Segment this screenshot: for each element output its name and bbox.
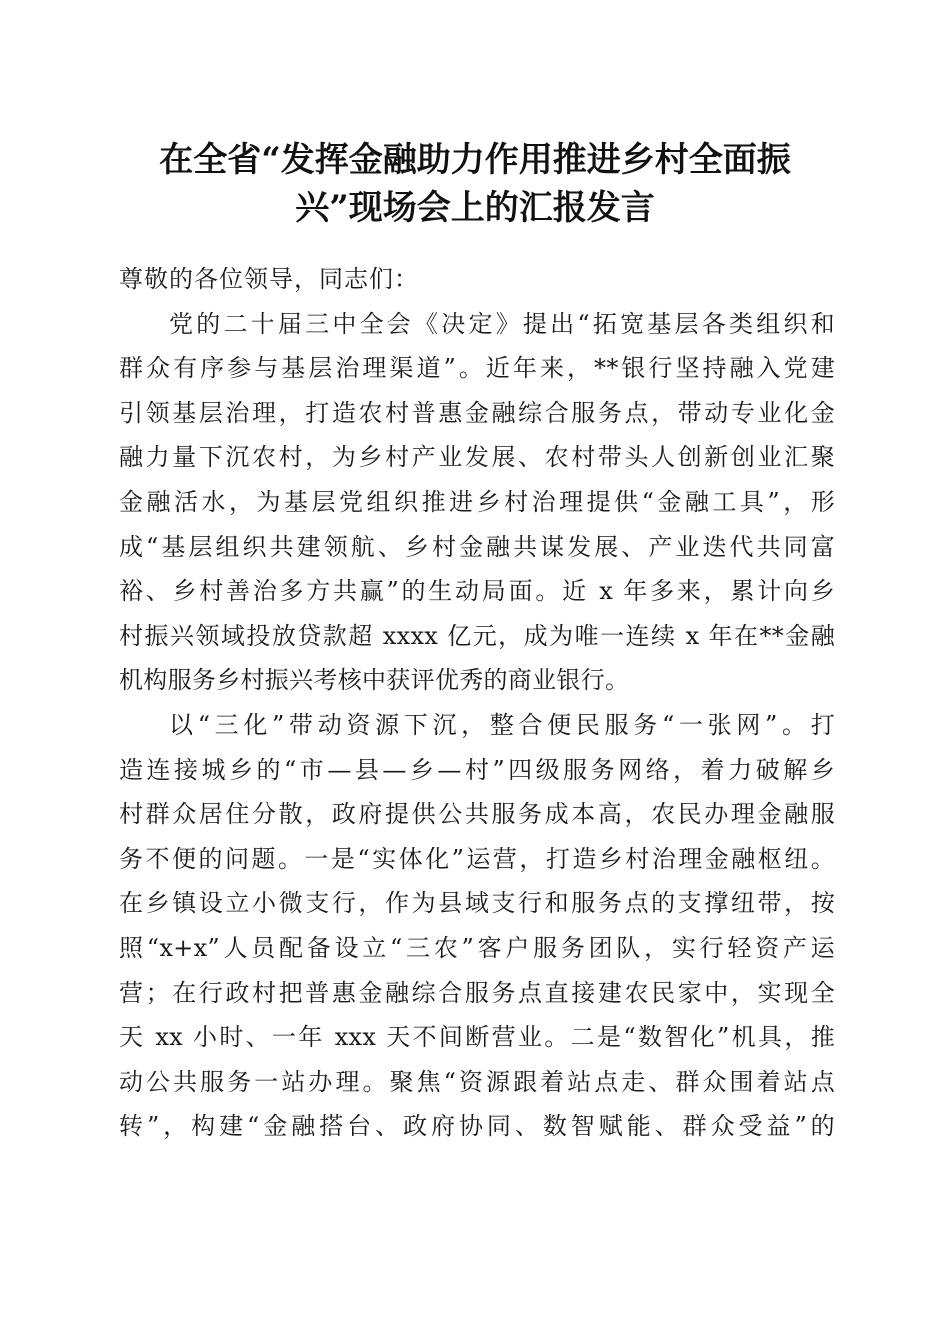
- document-body: [119, 257, 835, 1149]
- paragraph-1-line: 引领基层治理，打造农村普惠金融综合服务点，带动专业化金: [119, 398, 835, 427]
- paragraph-1-line: 成“基层组织共建领航、乡村金融共谋发展、产业迭代共同富: [119, 532, 835, 561]
- paragraph-1-line: 机构服务乡村振兴考核中获评优秀的商业银行。: [119, 666, 630, 695]
- paragraph-1-line: 群众有序参与基层治理渠道”。近年来，**银行坚持融入党建: [119, 354, 835, 383]
- paragraph-2-line: 村群众居住分散，政府提供公共服务成本高，农民办理金融服: [119, 800, 835, 829]
- paragraph-2-line: 动公共服务一站办理。聚焦“资源跟着站点走、群众围着站点: [119, 1067, 835, 1096]
- paragraph-1-line: 村振兴领域投放贷款超 xxxx 亿元，成为唯一连续 x 年在**金融: [119, 621, 835, 650]
- document-title: [100, 136, 850, 232]
- paragraph-2-line: 以“三化”带动资源下沉，整合便民服务“一张网”。打: [169, 710, 835, 739]
- paragraph-2-line: 在乡镇设立小微支行，作为县域支行和服务点的支撑纽带，按: [119, 889, 835, 918]
- greeting: 尊敬的各位领导，同志们：: [119, 265, 419, 293]
- paragraph-1-line: 融力量下沉农村，为乡村产业发展、农村带头人创新创业汇聚: [119, 443, 835, 472]
- paragraph-2-line: 营；在行政村把普惠金融综合服务点直接建农民家中，实现全: [119, 978, 835, 1007]
- paragraph-2-line: 务不便的问题。一是“实体化”运营，打造乡村治理金融枢纽。: [119, 844, 835, 873]
- paragraph-1-line: 裕、乡村善治多方共赢”的生动局面。近 x 年多来，累计向乡: [119, 577, 835, 606]
- title-line: 兴”现场会上的汇报发言: [295, 188, 655, 228]
- paragraph-2-line: 转”，构建“金融搭台、政府协同、数智赋能、群众受益”的: [119, 1112, 835, 1141]
- paragraph-2-line: 造连接城乡的“市—县—乡—村”四级服务网络，着力破解乡: [119, 755, 835, 784]
- paragraph-2-line: 照“x+x”人员配备设立“三农”客户服务团队，实行轻资产运: [119, 933, 835, 962]
- paragraph-2-line: 天 xx 小时、一年 xxx 天不间断营业。二是“数智化”机具，推: [119, 1023, 835, 1052]
- paragraph-1-line: 金融活水，为基层党组织推进乡村治理提供“金融工具”，形: [119, 487, 835, 516]
- paragraph-1-line: 党的二十届三中全会《决定》提出“拓宽基层各类组织和: [169, 309, 835, 338]
- title-line: 在全省“发挥金融助力作用推进乡村全面振: [159, 140, 791, 180]
